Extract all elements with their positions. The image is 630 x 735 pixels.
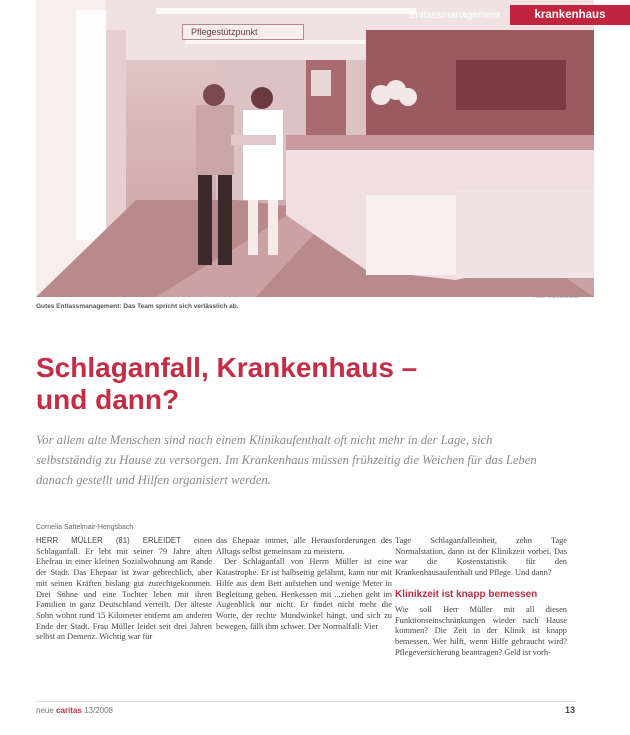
column-3-paragraph-2: Wie soll Herr Müller mit all diesen Funktionseinschränkungen wieder nach Hause kommen? Die Zeit in der Klinik ist knapp bemessen. Wer hilft, wenn Hilfe gebraucht wird? Pflegeversicherung beantragen? Geld ist vorh- (395, 604, 567, 657)
section-label: krankenhaus (510, 5, 630, 25)
issue-number: 13/2008 (84, 706, 113, 715)
footer-magazine (36, 706, 113, 715)
photo-credit: Foto: Krankenhaus (532, 294, 579, 300)
magazine-prefix: neue (36, 706, 54, 715)
column-3-subhead: Klinikzeit ist knapp bemessen (395, 588, 538, 600)
column-2 (216, 536, 392, 632)
page-number: 13 (564, 705, 575, 715)
article-title (36, 352, 576, 416)
article-lead: Vor allem alte Menschen sind nach einem Klinikaufenthalt oft nicht mehr in der Lage, sich selbstständig zu Hause zu versorgen. Im Krankenhaus müssen frühzeitig die Weichen für das Leben danach gestellt und Hilfen organisiert werden. (36, 433, 537, 487)
lead-in-text: HERR MÜLLER (81) ERLEIDET (36, 536, 181, 545)
title-line-2: und dann? (36, 384, 180, 415)
column-1 (36, 536, 212, 643)
column-3 (395, 536, 567, 658)
author-byline: Cornelia Sattelmair-Hengsbach (36, 524, 134, 531)
photo-caption: Gutes Entlassmanagement: Das Team spricht sich verlässlich ab. (36, 303, 239, 310)
column-2-paragraph-1: das Ehepaar immer, alle Herausforderungen des Alltags selbst gemeinsam zu meistern. (216, 536, 392, 556)
corridor-sign: Pflegestützpunkt (182, 24, 304, 40)
column-3-paragraph-1: Tage Schlaganfalleinheit, zehn Tage Normalstation, dann ist der Klinikzeit vorbei. Das war die Kostenstatistik für den Krankenhausaufenthalt und Pflege. Und dann? (395, 536, 567, 578)
column-1-text: einen Schlaganfall. Er lebt mit seiner 79 Jahre alten Ehefrau in einer kleinen Sozialwohnung am Rande der Stadt. Das Ehepaar ist zwar gebrechlich, aber mit seinen Kräften bislang gut zurechtgekommen. Drei Söhne und eine Tochter leben mit ihren Familien in ganz Deutschland verteilt. Der älteste Sohn wohnt rund 15 Kilometer entfernt am anderen Ende der Stadt. Frau Müller leidet seit drei Jahren selbst an Demenz. Wichtig war für (36, 536, 212, 642)
column-1-paragraph (36, 536, 212, 643)
column-2-paragraph-2: Der Schlaganfall von Herrn Müller ist eine Katastrophe. Er ist halbseitig gelähmt, kann nur mit Hilfe aus dem Bett aufstehen und wenige Meter in Begleitung gehen. Henkessen mit ...ziehen geht im Augenblick nur nicht. Er findet nicht mehr die Worte, der rechte Mundwinkel hängt, und sich zu bewegen, fällt ihm schwer. Der Normalfall: Vier (216, 557, 392, 631)
title-line-1: Schlaganfall, Krankenhaus – (36, 352, 418, 383)
footer-divider (36, 701, 576, 702)
hero-photo (36, 0, 606, 297)
hospital-corridor-illustration (36, 0, 594, 297)
section-tag: Entlassmanagement (408, 10, 500, 21)
magazine-name: caritas (56, 706, 82, 715)
